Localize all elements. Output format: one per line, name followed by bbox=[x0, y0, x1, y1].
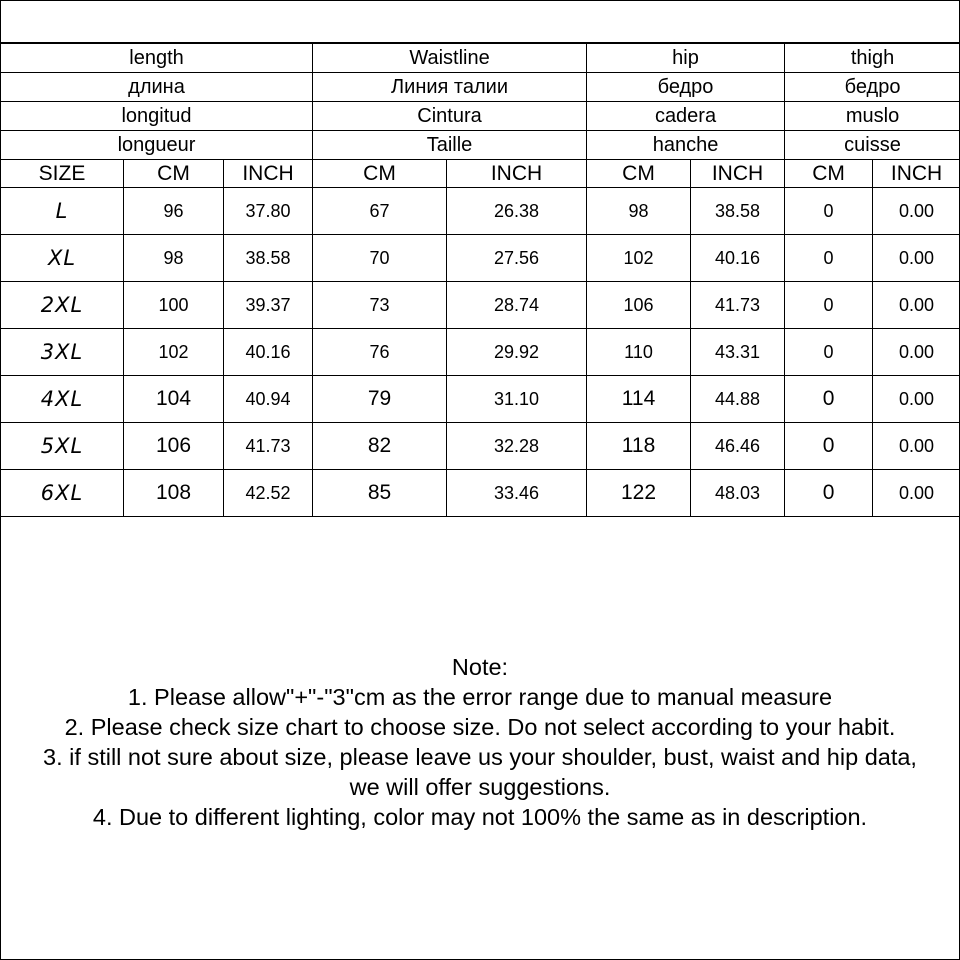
thigh-cm-cell: 0 bbox=[785, 376, 873, 423]
header-length-en: length bbox=[1, 44, 313, 73]
note-line-1: 1. Please allow"+"-"3"cm as the error range due to manual measure bbox=[127, 684, 833, 710]
hip-inch-cell: 48.03 bbox=[691, 470, 785, 517]
header-row-english bbox=[1, 44, 960, 73]
length-cm-cell: 106 bbox=[124, 423, 224, 470]
thigh-cm-header: CM bbox=[785, 160, 873, 188]
thigh-inch-cell: 0.00 bbox=[873, 423, 960, 470]
thigh-cm-cell: 0 bbox=[785, 423, 873, 470]
waist-inch-cell: 29.92 bbox=[447, 329, 587, 376]
waist-inch-cell: 32.28 bbox=[447, 423, 587, 470]
waist-cm-cell: 73 bbox=[313, 282, 447, 329]
table-row bbox=[1, 376, 960, 423]
header-length-ru: длина bbox=[1, 73, 313, 102]
hip-inch-cell: 44.88 bbox=[691, 376, 785, 423]
thigh-inch-cell: 0.00 bbox=[873, 282, 960, 329]
header-waist-ru: Линия талии bbox=[313, 73, 587, 102]
hip-inch-cell: 46.46 bbox=[691, 423, 785, 470]
header-thigh-en: thigh bbox=[785, 44, 960, 73]
header-hip-ru: бедро bbox=[587, 73, 785, 102]
thigh-inch-header: INCH bbox=[873, 160, 960, 188]
size-cell: 3XL bbox=[1, 329, 124, 376]
header-hip-fr: hanche bbox=[587, 131, 785, 160]
table-row bbox=[1, 235, 960, 282]
size-cell: L bbox=[1, 188, 124, 235]
header-row-spanish bbox=[1, 102, 960, 131]
header-hip-es: cadera bbox=[587, 102, 785, 131]
header-length-fr: longueur bbox=[1, 131, 313, 160]
waist-inch-cell: 31.10 bbox=[447, 376, 587, 423]
hip-cm-header: CM bbox=[587, 160, 691, 188]
length-inch-cell: 40.16 bbox=[224, 329, 313, 376]
hip-cm-cell: 102 bbox=[587, 235, 691, 282]
length-inch-cell: 39.37 bbox=[224, 282, 313, 329]
waist-cm-cell: 67 bbox=[313, 188, 447, 235]
hip-inch-cell: 43.31 bbox=[691, 329, 785, 376]
length-inch-header: INCH bbox=[224, 160, 313, 188]
size-column-header: SIZE bbox=[1, 160, 124, 188]
size-cell: 4XL bbox=[1, 376, 124, 423]
waist-inch-cell: 27.56 bbox=[447, 235, 587, 282]
hip-cm-cell: 114 bbox=[587, 376, 691, 423]
thigh-cm-cell: 0 bbox=[785, 329, 873, 376]
table-row bbox=[1, 282, 960, 329]
table-row bbox=[1, 470, 960, 517]
size-cell: 6XL bbox=[1, 470, 124, 517]
waist-cm-header: CM bbox=[313, 160, 447, 188]
hip-cm-cell: 106 bbox=[587, 282, 691, 329]
length-cm-cell: 108 bbox=[124, 470, 224, 517]
note-line-2: 2. Please check size chart to choose size. Do not select according to your habit. bbox=[64, 714, 896, 740]
thigh-inch-cell: 0.00 bbox=[873, 376, 960, 423]
length-cm-cell: 104 bbox=[124, 376, 224, 423]
length-cm-cell: 102 bbox=[124, 329, 224, 376]
hip-cm-cell: 118 bbox=[587, 423, 691, 470]
notes-title: Note: bbox=[451, 654, 509, 680]
table-row bbox=[1, 329, 960, 376]
thigh-inch-cell: 0.00 bbox=[873, 188, 960, 235]
length-inch-cell: 38.58 bbox=[224, 235, 313, 282]
hip-inch-cell: 38.58 bbox=[691, 188, 785, 235]
header-waist-es: Cintura bbox=[313, 102, 587, 131]
length-cm-cell: 100 bbox=[124, 282, 224, 329]
length-cm-cell: 98 bbox=[124, 235, 224, 282]
thigh-inch-cell: 0.00 bbox=[873, 329, 960, 376]
size-cell: XL bbox=[1, 235, 124, 282]
hip-inch-header: INCH bbox=[691, 160, 785, 188]
thigh-inch-cell: 0.00 bbox=[873, 470, 960, 517]
thigh-cm-cell: 0 bbox=[785, 235, 873, 282]
length-cm-header: CM bbox=[124, 160, 224, 188]
header-row-french bbox=[1, 131, 960, 160]
hip-cm-cell: 110 bbox=[587, 329, 691, 376]
notes-section bbox=[0, 652, 960, 832]
length-inch-cell: 42.52 bbox=[224, 470, 313, 517]
thigh-cm-cell: 0 bbox=[785, 282, 873, 329]
size-cell: 2XL bbox=[1, 282, 124, 329]
note-line-4: 4. Due to different lighting, color may not 100% the same as in description. bbox=[92, 804, 868, 830]
length-inch-cell: 40.94 bbox=[224, 376, 313, 423]
header-hip-en: hip bbox=[587, 44, 785, 73]
header-waist-fr: Taille bbox=[313, 131, 587, 160]
size-cell: 5XL bbox=[1, 423, 124, 470]
thigh-cm-cell: 0 bbox=[785, 188, 873, 235]
header-thigh-fr: cuisse bbox=[785, 131, 960, 160]
waist-inch-cell: 28.74 bbox=[447, 282, 587, 329]
header-row-russian bbox=[1, 73, 960, 102]
waist-cm-cell: 79 bbox=[313, 376, 447, 423]
header-length-es: longitud bbox=[1, 102, 313, 131]
units-row bbox=[1, 160, 960, 188]
header-thigh-ru: бедро bbox=[785, 73, 960, 102]
length-inch-cell: 41.73 bbox=[224, 423, 313, 470]
hip-inch-cell: 41.73 bbox=[691, 282, 785, 329]
header-thigh-es: muslo bbox=[785, 102, 960, 131]
length-inch-cell: 37.80 bbox=[224, 188, 313, 235]
note-line-3: 3. if still not sure about size, please leave us your shoulder, bust, waist and hip data, bbox=[43, 744, 917, 770]
waist-cm-cell: 76 bbox=[313, 329, 447, 376]
header-waist-en: Waistline bbox=[313, 44, 587, 73]
waist-cm-cell: 70 bbox=[313, 235, 447, 282]
table-row bbox=[1, 188, 960, 235]
hip-inch-cell: 40.16 bbox=[691, 235, 785, 282]
waist-inch-cell: 33.46 bbox=[447, 470, 587, 517]
thigh-inch-cell: 0.00 bbox=[873, 235, 960, 282]
thigh-cm-cell: 0 bbox=[785, 470, 873, 517]
hip-cm-cell: 122 bbox=[587, 470, 691, 517]
size-chart-table bbox=[0, 43, 960, 517]
table-row bbox=[1, 423, 960, 470]
top-band bbox=[0, 0, 960, 43]
length-cm-cell: 96 bbox=[124, 188, 224, 235]
waist-inch-header: INCH bbox=[447, 160, 587, 188]
waist-cm-cell: 82 bbox=[313, 423, 447, 470]
note-line-3-continued: we will offer suggestions. bbox=[349, 774, 611, 800]
waist-inch-cell: 26.38 bbox=[447, 188, 587, 235]
waist-cm-cell: 85 bbox=[313, 470, 447, 517]
hip-cm-cell: 98 bbox=[587, 188, 691, 235]
